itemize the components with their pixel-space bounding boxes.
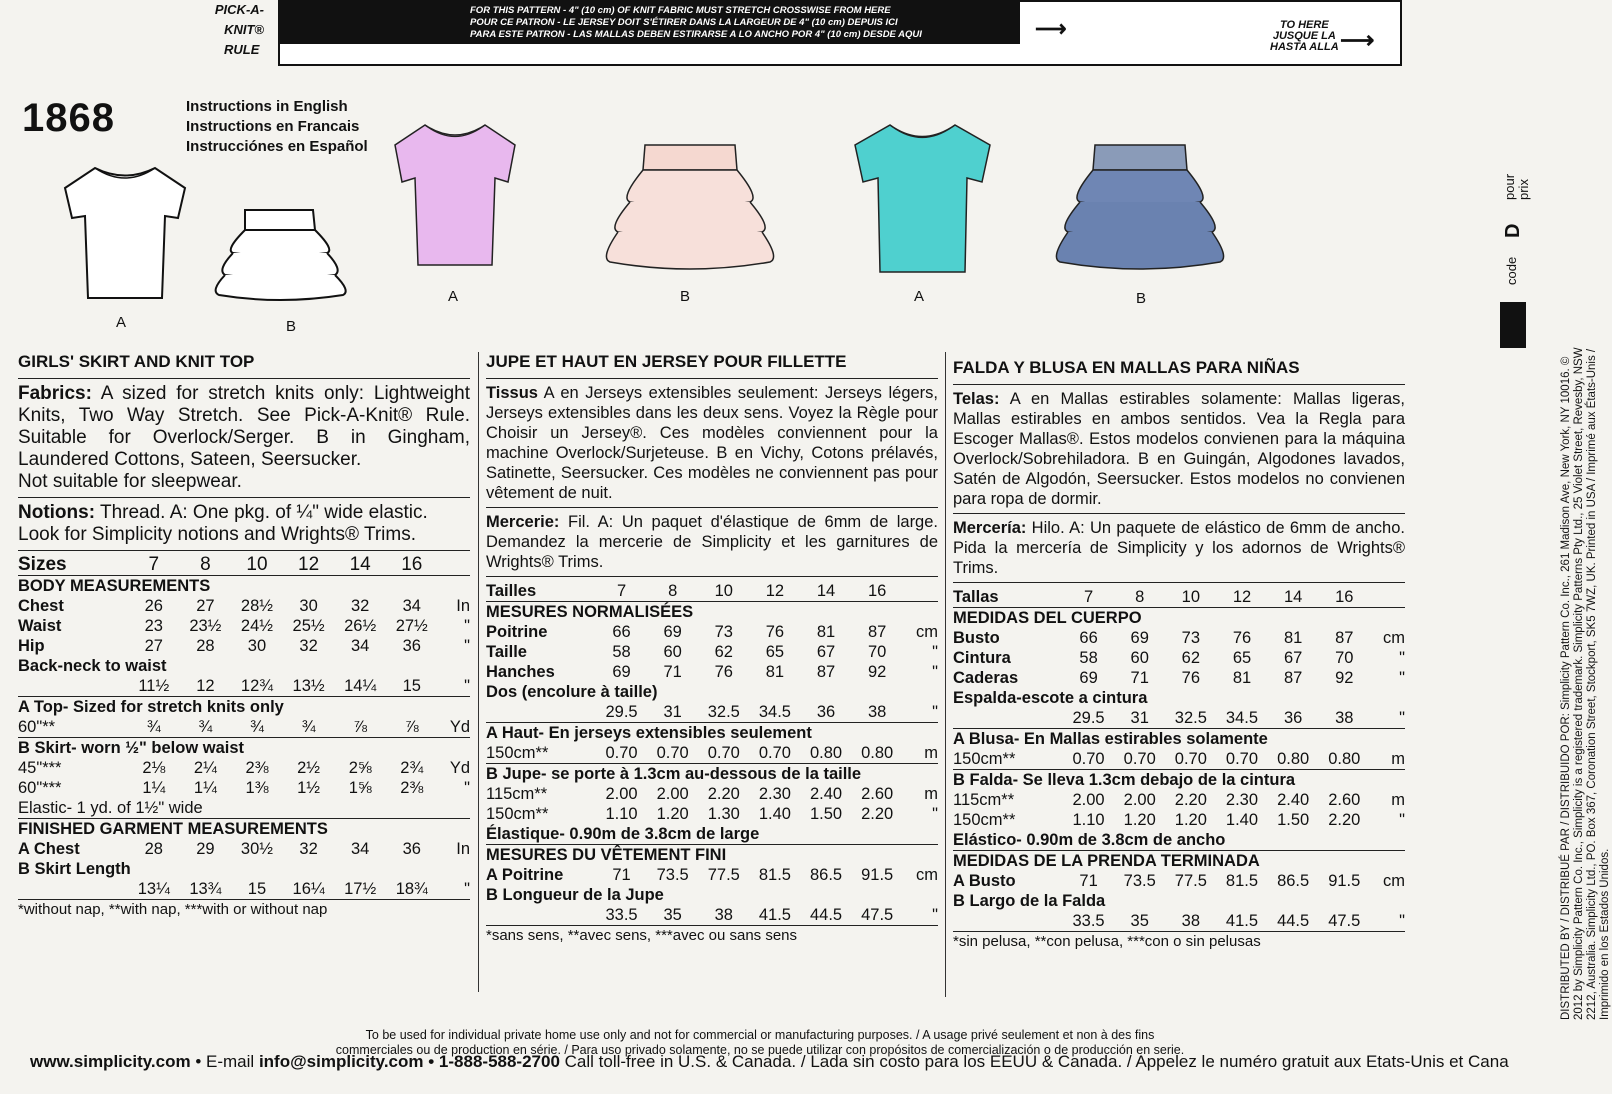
french-measurements: Tailles 7 8 10 12 14 16 MESURES NORMALISÉES Poitrine 66 69 73 76 81 87 cm Taille 58 60 62 65 67 70 " Hanches 69 71 76 81 87 92 " Dos (encolure à taille) 29.5 31 32.5 34.5 36 38 " A Haut- En jerseys extensibles seulement 150cm** 0.70 0.70 0.70 0.70 0.80 0.80 m B Jupe- se porte à 1.3cm au-dessous de la taille 115cm** 2.00 2.00 2.20 2.30 2.40 2.60 m 150cm** 1.10 1.20 1.30 1.40 1.50 2.20 " Élastique- 0.90m de 3.8cm de large MESURES DU VÊTEMENT FINI A Poitrine 71 73.5 77.5 81.5 86.5 91.5 cm B Longueur de la Jupe 33.5 35 38 41.5 44.5 47.5 " *sans sens, **avec sens, ***avec ou sans sens <box>486 582 938 944</box>
table-row: 45"*** 2⅛ 2¼ 2⅜ 2½ 2⅝ 2¾ Yd <box>18 759 470 777</box>
table-row: 150cm** 0.70 0.70 0.70 0.70 0.80 0.80 m <box>953 750 1405 768</box>
table-row: 115cm** 2.00 2.00 2.20 2.30 2.40 2.60 m <box>953 791 1405 809</box>
contact-bar: www.simplicity.com • E-mail info@simplicity.com • 1-888-588-2700 Call toll-free in U.S. & Canada. / Lada sin costo para los EEUU & Canada. / Appelez le numéro gratuit aux Etats-Unis et Cana <box>30 1052 1509 1071</box>
english-notions: Notions: Thread. A: One pkg. of ¼" wide elastic. <box>18 502 428 523</box>
table-row: 115cm** 2.00 2.00 2.20 2.30 2.40 2.60 m <box>486 785 938 803</box>
table-row: 11½ 12 12¾ 13½ 14¼ 15 " <box>138 677 470 695</box>
column-divider <box>945 352 946 997</box>
table-row: A Busto 71 73.5 77.5 81.5 86.5 91.5 cm <box>953 872 1405 890</box>
table-row: 150cm** 0.70 0.70 0.70 0.70 0.80 0.80 m <box>486 744 938 762</box>
french-column <box>486 352 938 946</box>
skirt-line-drawing <box>205 205 355 305</box>
table-row: Taille 58 60 62 65 67 70 " <box>486 643 938 661</box>
arrow-right-icon: ⟶ <box>1035 16 1067 41</box>
table-row: 150cm** 1.10 1.20 1.20 1.40 1.50 2.20 " <box>953 811 1405 829</box>
table-row: Busto 66 69 73 76 81 87 cm <box>953 629 1405 647</box>
spanish-notions: Mercería: Hilo. A: Un paquete de elástico de 6mm de ancho. Pida la mercería de Simplicity y los adornos de Wrights® Trims. <box>953 519 1405 577</box>
view-b-label: B <box>286 318 297 335</box>
table-row: 33.5 35 38 41.5 44.5 47.5 " <box>1072 912 1405 930</box>
website-link[interactable]: www.simplicity.com <box>30 1052 191 1071</box>
language-list: Instructions in English Instructions en Francais Instrucciónes en Español <box>186 98 368 155</box>
table-row: 13¼ 13¾ 15 16¼ 17½ 18¾ " <box>137 880 470 898</box>
spanish-measurements: Tallas 7 8 10 12 14 16 MEDIDAS DEL CUERPO Busto 66 69 73 76 81 87 cm Cintura 58 60 62 65 67 70 " Caderas 69 71 76 81 87 92 " Espalda-escote a cintura 29.5 31 32.5 34.5 36 38 " A Blusa- En Mallas estirables solamente 150cm** 0.70 0.70 0.70 0.70 0.80 0.80 m B Falda- Se lleva 1.3cm debajo de la cintura 115cm** 2.00 2.00 2.20 2.30 2.40 2.60 m 150cm** 1.10 1.20 1.20 1.40 1.50 2.20 " Elástico- 0.90m de 3.8cm de ancho MEDIDAS DE LA PRENDA TERMINADA A Busto 71 73.5 77.5 81.5 86.5 91.5 cm B Largo de la Falda 33.5 35 38 41.5 44.5 47.5 " *sin pelusa, **con pelusa, ***con o sin pelusas <box>953 588 1405 950</box>
spanish-title: FALDA Y BLUSA EN MALLAS PARA NIÑAS <box>953 358 1300 377</box>
table-row: 150cm** 1.10 1.20 1.30 1.40 1.50 2.20 " <box>486 805 938 823</box>
pattern-number: 1868 <box>22 96 115 140</box>
top-line-drawing <box>50 158 200 308</box>
skirt-gingham-illustration <box>1050 140 1230 280</box>
english-column <box>18 352 470 920</box>
pick-a-knit-label: PICK-A-KNIT® RULE <box>214 2 264 57</box>
french-notions: Mercerie: Fil. A: Un paquet d'élastique de 6mm de large. Demandez la mercerie de Simplicity et les garnitures de Wrights® Trims. <box>486 513 938 571</box>
table-row: Caderas 69 71 76 81 87 92 " <box>953 669 1405 687</box>
table-row: Cintura 58 60 62 65 67 70 " <box>953 649 1405 667</box>
table-row: Poitrine 66 69 73 76 81 87 cm <box>486 623 938 641</box>
pick-a-knit-rule <box>278 0 1402 66</box>
english-fabrics: Fabrics: A sized for stretch knits only: Lightweight Knits, Two Way Stretch. See Pick-A-Knit® Rule. Suitable for Overlock/Serger. B in Gingham, Laundered Cottons, Sateen, Seersucker. <box>18 383 471 470</box>
spanish-fabrics: Telas: A en Mallas estirables solamente: Mallas ligeras, Mallas estirables en ambos sentidos. Vea la Regla para Escoger Mallas®. Estos modelos convienen para la máquina Overlock/Sobrehiladora. B en Guingán, Algodones lavados, Satén de Algodón, Seersucker. Estos modelos no convienen para ropa de dormir. <box>953 390 1405 508</box>
to-here-label: TO HERE JUSQUE LA HASTA ALLA <box>1270 19 1339 53</box>
table-row: 33.5 35 38 41.5 44.5 47.5 " <box>605 906 938 924</box>
view-a-label: A <box>116 314 127 331</box>
view-b-label: B <box>1136 290 1147 307</box>
table-row: 60"** ¾ ¾ ¾ ¾ ⅞ ⅞ Yd <box>18 718 470 736</box>
price-code: pour prix D code <box>1502 173 1531 285</box>
table-row: A Chest 28 29 30½ 32 34 36 In <box>18 840 470 858</box>
email-link[interactable]: info@simplicity.com <box>258 1052 424 1071</box>
usage-notice: To be used for individual private home use only and not for commercial or manufacturing purposes. / A usage privé seulement et non à des fins commerciales ou de production en série. / Para uso privado solamente, no se puede utilizar con propósitos de comercialización o de producción en serie. <box>335 1028 1185 1057</box>
table-row: 60"*** 1¼ 1¼ 1⅜ 1½ 1⅝ 2⅜ " <box>18 779 470 797</box>
table-row: Hanches 69 71 76 81 87 92 " <box>486 663 938 681</box>
table-row: Chest 26 27 28½ 30 32 34 In <box>18 597 470 615</box>
french-fabrics: Tissus A en Jerseys extensibles seulement: Jerseys légers, Jerseys extensibles dans les deux sens. Voyez la Règle pour Choisir un Jersey®. Ces modèles conviennent pour la machine Overlock/Surjeteuse. B en Vichy, Cotons prélavés, Satinette, Seersucker. Ces modèles ne conviennent pas pour vêtement de nuit. <box>486 384 938 502</box>
code-block <box>1500 302 1526 348</box>
arrow-right-icon: ⟶ <box>1340 27 1375 54</box>
english-title: GIRLS' SKIRT AND KNIT TOP <box>18 352 255 371</box>
french-title: JUPE ET HAUT EN JERSEY POUR FILLETTE <box>486 352 847 371</box>
table-row: 29.5 31 32.5 34.5 36 38 " <box>605 703 938 721</box>
table-row: Waist 23 23½ 24½ 25½ 26½ 27½ " <box>18 617 470 635</box>
top-turquoise-illustration <box>845 120 1000 280</box>
top-pink-illustration <box>380 120 530 275</box>
skirt-floral-illustration <box>600 140 780 280</box>
column-divider <box>478 352 479 992</box>
english-sleepwear-note: Not suitable for sleepwear. <box>18 471 242 492</box>
table-row: A Poitrine 71 73.5 77.5 81.5 86.5 91.5 cm <box>486 866 938 884</box>
view-a-label: A <box>448 288 459 305</box>
english-notions-note: Look for Simplicity notions and Wrights® Trims. <box>18 524 417 545</box>
table-row: 29.5 31 32.5 34.5 36 38 " <box>1072 709 1405 727</box>
spanish-column <box>953 358 1405 952</box>
english-measurements: Sizes 7 8 10 12 14 16 BODY MEASUREMENTS Chest 26 27 28½ 30 32 34 In Waist 23 23½ 24½ 25½ 26½ 27½ " Hip 27 28 30 32 34 36 " Back-neck to waist 11½ 12 12¾ 13½ 14¼ 15 " A Top- Sized for stretch knits only 60"** ¾ ¾ ¾ ¾ ⅞ ⅞ Yd B Skirt- worn ½" below waist 45"*** 2⅛ 2¼ 2⅜ 2½ 2⅝ 2¾ Yd 60"*** 1¼ 1¼ 1⅜ 1½ 1⅝ 2⅜ " Elastic- 1 yd. of 1½" wide FINISHED GARMENT MEASUREMENTS A Chest 28 29 30½ 32 34 36 In B Skirt Length 13¼ 13¾ 15 16¼ 17½ 18¾ " *without nap, **with nap, ***with or without nap <box>18 554 470 918</box>
stretch-instruction: FOR THIS PATTERN - 4" (10 cm) OF KNIT FABRIC MUST STRETCH CROSSWISE FROM HERE POUR CE PATRON - LE JERSEY DOIT S'ÉTIRER DANS LA LARGEUR DE 4" (10 cm) DEPUIS ICI PARA ESTE PATRON - LAS MALLAS DEBEN ESTIRARSE A LO ANCHO POR 4" (10 cm) DESDE AQUI <box>280 2 1020 44</box>
table-row: Hip 27 28 30 32 34 36 " <box>18 637 470 655</box>
view-a-label: A <box>914 288 925 305</box>
distributor-info: DISTRIBUTED BY / DISTRIBUÉ PAR / DISTRIBUIDO POR: Simplicity Pattern Co. Inc., 261 Madison Ave, New York, NY 10016. © 2012 by Simplicity Pattern Co. Inc., Simplicity is a registered trademark. Simplicity Patterns Pty Ltd., 25 Violet Street, Revesby, NSW 2212, Australia. Simplicity Ltd., PO. Box 367, Coronation Street, Stockport, SK5 7WZ, UK. Printed in USA / Imprimé aux États-Unis / Imprimido en los Estados Unidos. <box>1560 347 1611 1020</box>
view-b-label: B <box>680 288 691 305</box>
